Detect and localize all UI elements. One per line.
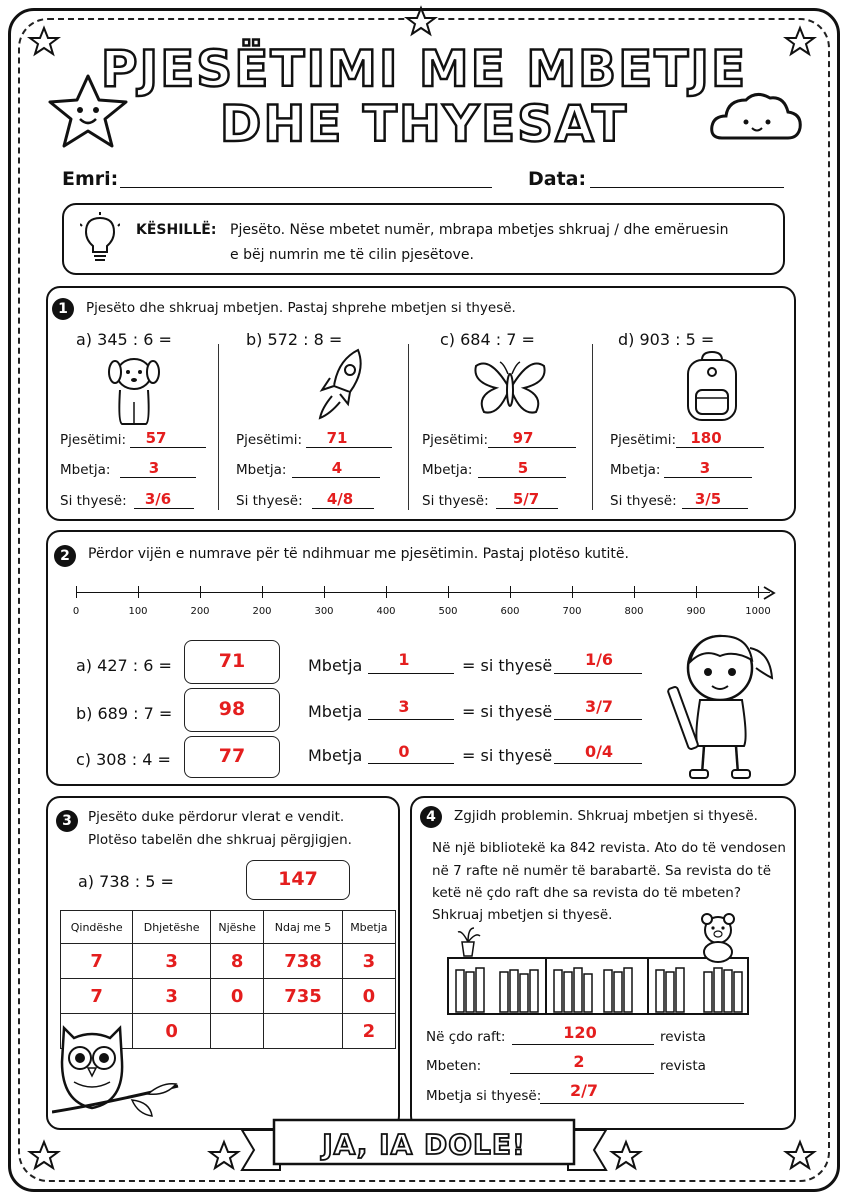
number-line-label: 200 xyxy=(190,606,210,617)
number-line-tick xyxy=(696,586,697,598)
quotient-label: Pjesëtimi: xyxy=(422,432,489,448)
tip-text-line1: Pjesëto. Nëse mbetet numër, mbrapa mbetjes shkruaj / dhe emëruesin xyxy=(230,222,729,238)
number-line-tick xyxy=(138,586,139,598)
problem-3-answer-box[interactable]: 147 xyxy=(246,860,350,900)
fraction-label: Si thyesë: xyxy=(60,493,127,509)
remainder-field[interactable] xyxy=(368,763,454,764)
fraction-label: Si thyesë: xyxy=(422,493,489,509)
table-cell[interactable]: 0 xyxy=(342,979,395,1014)
quotient-field[interactable] xyxy=(130,447,206,448)
bookshelf-icon xyxy=(446,910,758,1016)
problem-1c-fraction: 5/7 xyxy=(512,490,540,508)
divider xyxy=(592,344,593,510)
remainder-field[interactable] xyxy=(664,477,752,478)
owl-on-branch-icon xyxy=(52,1022,184,1126)
problem-1d-expression: d) 903 : 5 = xyxy=(618,330,715,349)
fraction-label: = si thyesë xyxy=(462,656,553,675)
fraction-field[interactable] xyxy=(554,719,642,720)
column-header: Mbetja xyxy=(342,911,395,944)
left-over-field[interactable] xyxy=(510,1073,654,1074)
star-icon xyxy=(407,8,435,34)
remainder-field[interactable] xyxy=(120,477,196,478)
column-header: Njëshe xyxy=(210,911,263,944)
remainder-label: Mbetja: xyxy=(236,462,287,478)
problem-4-text-line: në 7 rafte në numër të barabartë. Sa revista do të xyxy=(432,863,771,879)
per-shelf-label: Në çdo raft: xyxy=(426,1029,506,1045)
table-cell[interactable]: 738 xyxy=(264,944,342,979)
divider xyxy=(408,344,409,510)
name-field[interactable] xyxy=(120,187,492,188)
table-header-row xyxy=(61,911,396,944)
remainder-label: Mbetja xyxy=(308,746,363,765)
left-over-label: Mbeten: xyxy=(426,1058,482,1074)
number-line-tick xyxy=(76,586,77,598)
remainder-label: Mbetja xyxy=(308,702,363,721)
problem-1a-expression: a) 345 : 6 = xyxy=(76,330,172,349)
remainder-field[interactable] xyxy=(368,719,454,720)
per-shelf-value: 120 xyxy=(563,1023,597,1042)
number-line-tick xyxy=(758,586,759,598)
number-line-tick xyxy=(448,586,449,598)
fraction-field[interactable] xyxy=(540,1103,744,1104)
problem-1b-remainder: 4 xyxy=(331,459,343,477)
problem-1a-fraction: 3/6 xyxy=(144,490,172,508)
problem-2c-answer-box[interactable]: 77 xyxy=(184,736,280,778)
quotient-field[interactable] xyxy=(306,447,392,448)
quotient-label: Pjesëtimi: xyxy=(610,432,677,448)
problem-2c-fraction: 0/4 xyxy=(584,742,614,761)
remainder-field[interactable] xyxy=(478,477,566,478)
column-header: Dhjetëshe xyxy=(133,911,211,944)
number-line-label: 700 xyxy=(562,606,582,617)
rocket-icon xyxy=(310,346,372,426)
problem-1c-expression: c) 684 : 7 = xyxy=(440,330,535,349)
number-line-tick xyxy=(262,586,263,598)
table-cell[interactable]: 3 xyxy=(133,944,211,979)
fraction-label: = si thyesë xyxy=(462,746,553,765)
problem-1d-fraction: 3/5 xyxy=(694,490,722,508)
remainder-label: Mbetja: xyxy=(610,462,661,478)
puppy-icon xyxy=(104,352,164,428)
section-1-instruction: Pjesëto dhe shkruaj mbetjen. Pastaj shprehe mbetjen si thyesë. xyxy=(86,300,516,316)
number-line-label: 600 xyxy=(500,606,520,617)
table-cell[interactable] xyxy=(210,1014,263,1049)
fraction-field[interactable] xyxy=(496,508,558,509)
number-line-label: 400 xyxy=(376,606,396,617)
table-row xyxy=(61,944,396,979)
remainder-label: Mbetja: xyxy=(422,462,473,478)
problem-1b-quotient: 71 xyxy=(326,429,348,447)
remainder-label: Mbetja: xyxy=(60,462,111,478)
problem-2a-remainder: 1 xyxy=(398,650,410,669)
number-line-label: 200 xyxy=(252,606,272,617)
table-cell[interactable]: 2 xyxy=(342,1014,395,1049)
problem-2a-answer-box[interactable]: 71 xyxy=(184,640,280,684)
number-line-tick xyxy=(386,586,387,598)
page-title-line1: PJESËTIMI ME MBETJE xyxy=(100,40,748,98)
section-4-instruction: Zgjidh problemin. Shkruaj mbetjen si thyesë. xyxy=(454,808,758,824)
problem-2b-answer-box[interactable]: 98 xyxy=(184,688,280,732)
quotient-field[interactable] xyxy=(676,447,764,448)
section-3-instruction-line1: Pjesëto duke përdorur vlerat e vendit. xyxy=(88,809,345,825)
number-line-tick xyxy=(510,586,511,598)
number-line-label: 900 xyxy=(686,606,706,617)
fraction-field[interactable] xyxy=(312,508,374,509)
problem-2c-expression: c) 308 : 4 = xyxy=(76,750,171,769)
problem-1b-fraction: 4/8 xyxy=(326,490,354,508)
problem-2b-expression: b) 689 : 7 = xyxy=(76,704,173,723)
remainder-field[interactable] xyxy=(292,477,380,478)
fraction-field[interactable] xyxy=(554,763,642,764)
section-2-instruction: Përdor vijën e numrave për të ndihmuar me pjesëtimin. Pastaj plotëso kutitë. xyxy=(88,546,629,562)
per-shelf-field[interactable] xyxy=(512,1044,654,1045)
fraction-label: Mbetja si thyesë: xyxy=(426,1088,542,1104)
problem-2b-remainder: 3 xyxy=(398,697,410,716)
number-line-label: 500 xyxy=(438,606,458,617)
fraction-value: 2/7 xyxy=(569,1081,599,1100)
problem-2c-remainder: 0 xyxy=(398,742,410,761)
fraction-field[interactable] xyxy=(554,673,642,674)
tip-box xyxy=(62,203,785,275)
problem-2b-fraction: 3/7 xyxy=(584,697,614,716)
problem-1c-quotient: 97 xyxy=(512,429,534,447)
remainder-field[interactable] xyxy=(368,673,454,674)
problem-4-text-line: Në një bibliotekë ka 842 revista. Ato do të vendosen xyxy=(432,840,786,856)
section-4-number: 4 xyxy=(420,806,442,828)
section-1-number: 1 xyxy=(52,298,74,320)
backpack-icon xyxy=(682,350,742,424)
number-line-tick xyxy=(634,586,635,598)
per-shelf-unit: revista xyxy=(660,1029,706,1045)
problem-4-text-line: ketë në çdo raft dhe sa revista do të mbeten? xyxy=(432,885,742,901)
number-line-tick xyxy=(324,586,325,598)
arrow-right-icon xyxy=(762,586,776,600)
column-header: Qindëshe xyxy=(61,911,133,944)
number-line-tick xyxy=(572,586,573,598)
table-cell[interactable]: 3 xyxy=(342,944,395,979)
problem-1a-quotient: 57 xyxy=(145,429,167,447)
left-over-value: 2 xyxy=(573,1052,585,1071)
section-3-instruction-line2: Plotëso tabelën dhe shkruaj përgjigjen. xyxy=(88,832,352,848)
table-cell[interactable]: 3 xyxy=(133,979,211,1014)
problem-1d-quotient: 180 xyxy=(690,429,722,447)
problem-1d-remainder: 3 xyxy=(699,459,711,477)
banner-text: JA, IA DOLE! xyxy=(322,1128,526,1161)
section-3-number: 3 xyxy=(56,810,78,832)
tip-label: KËSHILLË: xyxy=(136,222,217,238)
fraction-label: Si thyesë: xyxy=(610,493,677,509)
problem-1c-remainder: 5 xyxy=(517,459,529,477)
quotient-field[interactable] xyxy=(488,447,576,448)
section-2-number: 2 xyxy=(54,545,76,567)
number-line-label: 300 xyxy=(314,606,334,617)
butterfly-icon xyxy=(472,356,548,418)
fraction-label: = si thyesë xyxy=(462,702,553,721)
table-cell[interactable]: 8 xyxy=(210,944,263,979)
quotient-label: Pjesëtimi: xyxy=(60,432,127,448)
table-cell[interactable]: 7 xyxy=(61,979,133,1014)
column-header: Ndaj me 5 xyxy=(264,911,342,944)
left-over-unit: revista xyxy=(660,1058,706,1074)
number-line-label: 1000 xyxy=(745,606,771,617)
table-cell[interactable]: 0 xyxy=(133,1014,211,1049)
table-cell[interactable]: 7 xyxy=(61,944,133,979)
number-line-axis xyxy=(76,592,770,593)
tip-text-line2: e bëj numrin me të cilin pjesëtove. xyxy=(230,247,474,263)
fraction-field[interactable] xyxy=(134,508,194,509)
lightbulb-icon xyxy=(80,212,120,268)
problem-2a-fraction: 1/6 xyxy=(584,650,614,669)
number-line-label: 0 xyxy=(72,606,80,617)
number-line-label: 100 xyxy=(128,606,148,617)
problem-2a-expression: a) 427 : 6 = xyxy=(76,656,172,675)
fraction-field[interactable] xyxy=(682,508,748,509)
table-cell[interactable]: 0 xyxy=(210,979,263,1014)
problem-4-text-line: Shkruaj mbetjen si thyesë. xyxy=(432,907,613,923)
fraction-label: Si thyesë: xyxy=(236,493,303,509)
girl-with-pencil-icon xyxy=(664,628,780,780)
table-cell[interactable] xyxy=(264,1014,342,1049)
page-title-line2: DHE THYESAT xyxy=(219,95,629,153)
problem-1b-expression: b) 572 : 8 = xyxy=(246,330,343,349)
table-cell[interactable]: 735 xyxy=(264,979,342,1014)
number-line xyxy=(72,586,776,626)
date-label: Data: xyxy=(528,168,587,190)
number-line-label: 800 xyxy=(624,606,644,617)
divider xyxy=(218,344,219,510)
problem-1a-remainder: 3 xyxy=(148,459,160,477)
quotient-label: Pjesëtimi: xyxy=(236,432,303,448)
remainder-label: Mbetja xyxy=(308,656,363,675)
problem-3-expression: a) 738 : 5 = xyxy=(78,872,174,891)
number-line-tick xyxy=(200,586,201,598)
date-field[interactable] xyxy=(590,187,784,188)
table-row xyxy=(61,979,396,1014)
name-label: Emri: xyxy=(62,168,119,190)
